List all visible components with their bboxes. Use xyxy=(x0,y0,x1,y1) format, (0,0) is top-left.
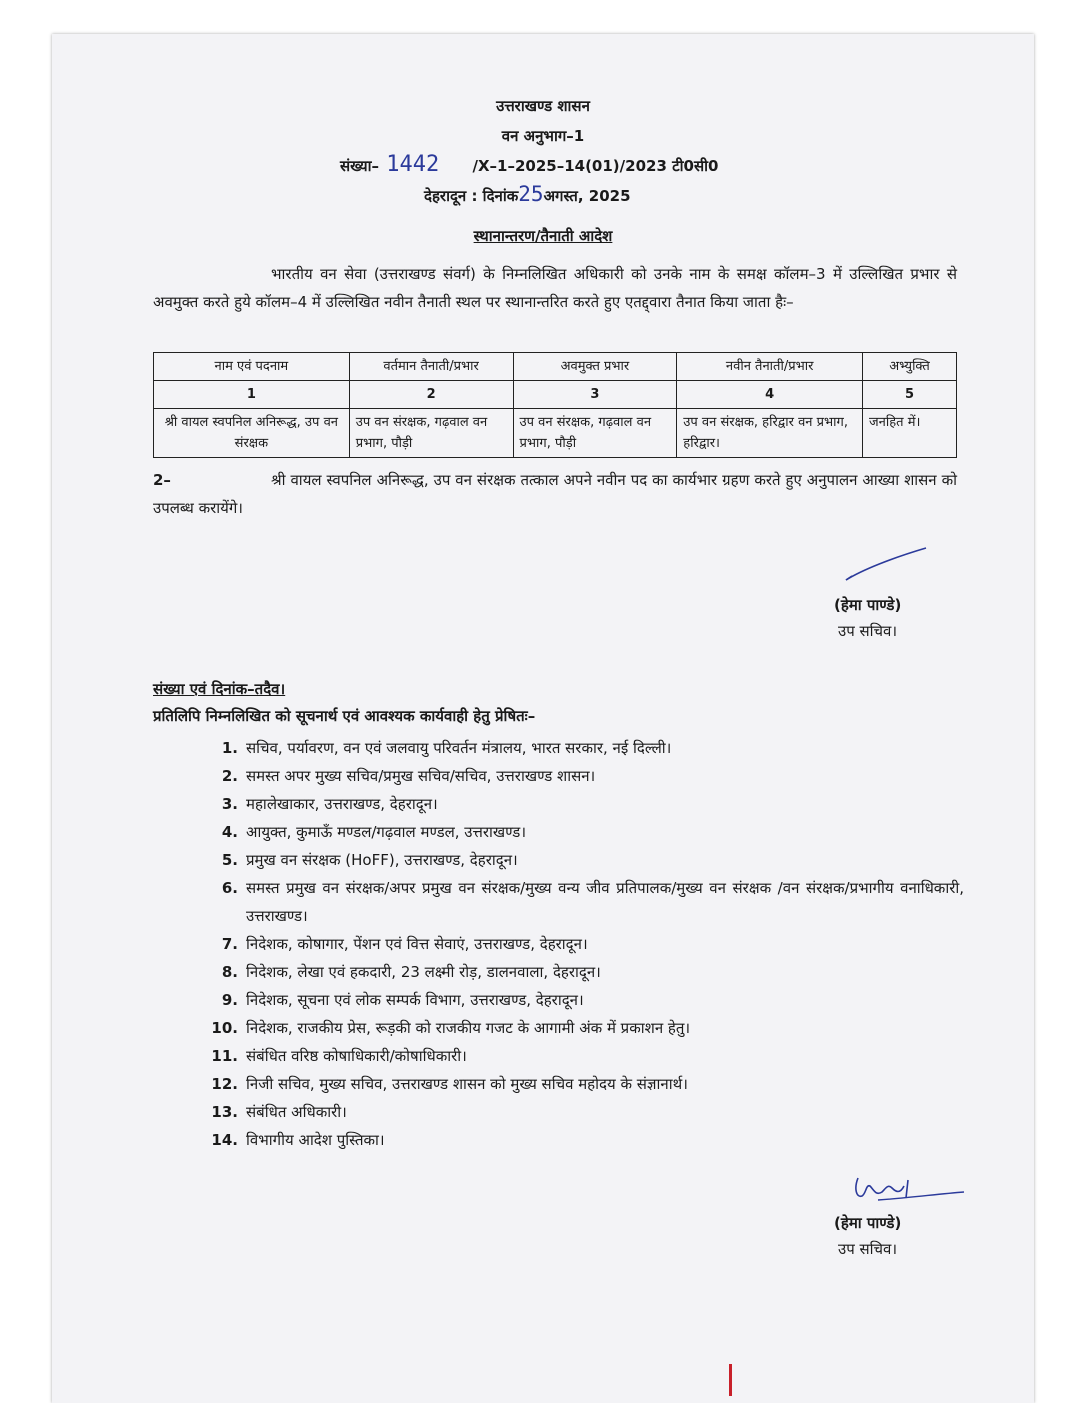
list-item-text: महालेखाकार, उत्तराखण्ड, देहरादून। xyxy=(246,795,438,813)
signatory-name: (हेमा पाण्डे) xyxy=(834,1214,902,1232)
column-number: 3 xyxy=(513,381,677,409)
date-prefix: देहरादून : दिनांक xyxy=(424,187,519,205)
list-item-number: 12. xyxy=(211,1075,238,1093)
list-item-text: निदेशक, कोषागार, पेंशन एवं वित्त सेवाएं, उत्तराखण्ड, देहरादून। xyxy=(246,935,588,953)
signature-block-bottom xyxy=(834,1210,974,1262)
list-item-text: प्रमुख वन संरक्षक (HoFF), उत्तराखण्ड, देहरादून। xyxy=(246,851,518,869)
government-name: उत्तराखण्ड शासन xyxy=(496,97,590,115)
list-item xyxy=(204,1014,964,1042)
table-header-row xyxy=(154,353,957,381)
list-item xyxy=(204,986,964,1014)
list-item-number: 5. xyxy=(221,851,238,869)
paragraph-2 xyxy=(153,466,957,522)
list-item xyxy=(204,790,964,818)
red-ink-mark xyxy=(729,1364,732,1396)
order-title: स्थानान्तरण/तैनाती आदेश xyxy=(473,227,613,245)
date-line xyxy=(424,182,924,206)
table-cell-relieved-charge: उप वन संरक्षक, गढ़वाल वन प्रभाग, पौड़ी xyxy=(513,409,677,458)
copy-section-header xyxy=(153,676,535,730)
list-item xyxy=(204,734,964,762)
paragraph-2-number: 2– xyxy=(153,471,171,489)
list-item-text: निदेशक, सूचना एवं लोक सम्पर्क विभाग, उत्तराखण्ड, देहरादून। xyxy=(246,991,584,1009)
table-cell-remarks: जनहित में। xyxy=(863,409,957,458)
list-item-text: समस्त अपर मुख्य सचिव/प्रमुख सचिव/सचिव, उत्तराखण्ड शासन। xyxy=(246,767,596,785)
table-header-cell: नाम एवं पदनाम xyxy=(154,353,350,381)
list-item-number: 6. xyxy=(221,879,238,897)
order-number-suffix: /X–1–2025–14(01)/2023 टी0सी0 xyxy=(472,157,719,175)
list-item-number: 11. xyxy=(211,1047,238,1065)
list-item-text: निजी सचिव, मुख्य सचिव, उत्तराखण्ड शासन को मुख्य सचिव महोदय के संज्ञानार्थ। xyxy=(246,1075,688,1093)
list-item-number: 7. xyxy=(221,935,238,953)
signatory-designation: उप सचिव। xyxy=(838,622,898,640)
list-item xyxy=(204,818,964,846)
table-header-cell: अभ्युक्ति xyxy=(863,353,957,381)
list-item xyxy=(204,1098,964,1126)
table-row xyxy=(154,409,957,458)
table-cell-current-posting: उप वन संरक्षक, गढ़वाल वन प्रभाग, पौड़ी xyxy=(349,409,513,458)
list-item xyxy=(204,846,964,874)
list-item-number: 9. xyxy=(221,991,238,1009)
signature-stroke-bottom xyxy=(848,1172,968,1212)
list-item-number: 14. xyxy=(211,1131,238,1149)
column-number: 4 xyxy=(677,381,863,409)
list-item xyxy=(204,874,964,930)
order-number-line xyxy=(340,152,940,177)
reference-line: संख्या एवं दिनांक–तदैव। xyxy=(153,680,286,698)
list-item-text: समस्त प्रमुख वन संरक्षक/अपर प्रमुख वन संरक्षक/मुख्य वन्य जीव प्रतिपालक/मुख्य वन संरक्षक /वन संरक्षक/प्रभागीय वनाधिकारी, उत्तराखण्ड। xyxy=(246,879,964,925)
transfer-table xyxy=(153,352,957,458)
section-name: वन अनुभाग–1 xyxy=(501,127,585,145)
list-item-number: 2. xyxy=(221,767,238,785)
table-header-cell: अवमुक्त प्रभार xyxy=(513,353,677,381)
column-number: 2 xyxy=(349,381,513,409)
table-cell-new-posting: उप वन संरक्षक, हरिद्वार वन प्रभाग, हरिद्वार। xyxy=(677,409,863,458)
list-item xyxy=(204,1126,964,1154)
signatory-designation: उप सचिव। xyxy=(838,1240,898,1258)
table-header-cell: नवीन तैनाती/प्रभार xyxy=(677,353,863,381)
list-item xyxy=(204,958,964,986)
list-item-number: 8. xyxy=(221,963,238,981)
list-item-number: 13. xyxy=(211,1103,238,1121)
signatory-name: (हेमा पाण्डे) xyxy=(834,596,902,614)
order-number-prefix: संख्या– xyxy=(340,157,380,175)
table-cell-name: श्री वायल स्वपनिल अनिरूद्ध, उप वन संरक्षक xyxy=(154,409,350,458)
paragraph-2-text: श्री वायल स्वपनिल अनिरूद्ध, उप वन संरक्षक तत्काल अपने नवीन पद का कार्यभार ग्रहण करते हुए अनुपालन आख्या शासन को उपलब्ध करायेंगे। xyxy=(153,471,957,517)
list-item xyxy=(204,1042,964,1070)
list-item-text: संबंधित वरिष्ठ कोषाधिकारी/कोषाधिकारी। xyxy=(246,1047,467,1065)
date-handwritten: 25 xyxy=(518,182,544,206)
table-header-cell: वर्तमान तैनाती/प्रभार xyxy=(349,353,513,381)
list-item-text: निदेशक, लेखा एवं हकदारी, 23 लक्ष्मी रोड़, डालनवाला, देहरादून। xyxy=(246,963,601,981)
list-item-text: निदेशक, राजकीय प्रेस, रूड़की को राजकीय गजट के आगामी अंक में प्रकाशन हेतु। xyxy=(246,1019,691,1037)
list-item-text: विभागीय आदेश पुस्तिका। xyxy=(246,1131,385,1149)
signature-stroke-top xyxy=(842,542,932,586)
list-item xyxy=(204,762,964,790)
copy-recipient-list xyxy=(204,734,964,1154)
signature-block-top xyxy=(834,592,974,644)
list-item-text: आयुक्त, कुमाऊँ मण्डल/गढ़वाल मण्डल, उत्तराखण्ड। xyxy=(246,823,527,841)
order-number-handwritten: 1442 xyxy=(386,152,440,177)
copy-heading: प्रतिलिपि निम्नलिखित को सूचनार्थ एवं आवश्यक कार्यवाही हेतु प्रेषितः– xyxy=(153,707,536,725)
date-suffix: अगस्त, 2025 xyxy=(543,187,631,205)
document-page xyxy=(52,34,1034,1403)
list-item xyxy=(204,1070,964,1098)
order-title-wrap xyxy=(52,226,1034,246)
list-item-text: संबंधित अधिकारी। xyxy=(246,1103,347,1121)
list-item-number: 3. xyxy=(221,795,238,813)
list-item-number: 4. xyxy=(221,823,238,841)
column-number: 5 xyxy=(863,381,957,409)
intro-paragraph: भारतीय वन सेवा (उत्तराखण्ड संवर्ग) के निम्नलिखित अधिकारी को उनके नाम के समक्ष कॉलम–3 में उल्लिखित प्रभार से अवमुक्त करते हुये कॉलम–4 में उल्लिखित नवीन तैनाती स्थल पर स्थानान्तरित करते हुए एतद्द्वारा तैनात किया जाता हैः– xyxy=(153,265,957,311)
list-item xyxy=(204,930,964,958)
list-item-number: 10. xyxy=(211,1019,238,1037)
list-item-text: सचिव, पर्यावरण, वन एवं जलवायु परिवर्तन मंत्रालय, भारत सरकार, नई दिल्ली। xyxy=(246,739,672,757)
column-number: 1 xyxy=(154,381,350,409)
table-column-number-row xyxy=(154,381,957,409)
list-item-number: 1. xyxy=(221,739,238,757)
